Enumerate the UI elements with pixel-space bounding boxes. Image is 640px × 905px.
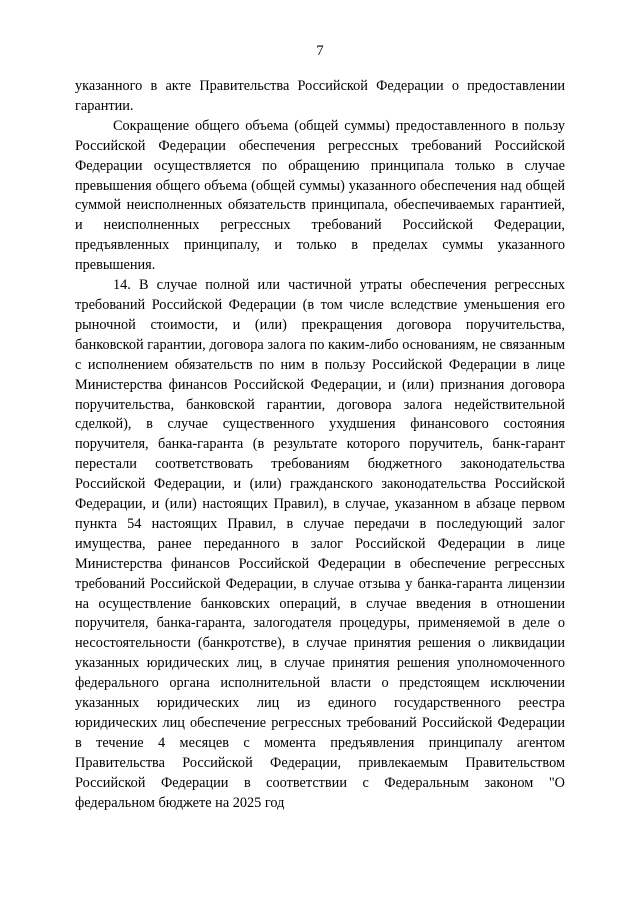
paragraph-reduction-of-security: Сокращение общего объема (общей суммы) предоставленного в пользу Российской Федерации обеспечения регрессных требований Российской Федерации осуществляется по обращению принципала только в случае превышения общего объема (общей суммы) указанного обеспечения над общей суммой неисполненных обязательств принципала, обеспечиваемых гарантией, и неисполненных регрессных требований Российской Федерации, предъявленных принципалу, и только в пределах суммы указанного превышения. xyxy=(75,117,565,274)
page-number: 7 xyxy=(316,43,324,59)
document-body xyxy=(75,77,565,814)
paragraph-continuation: указанного в акте Правительства Российской Федерации о предоставлении гарантии. xyxy=(75,78,565,114)
paragraph-item-14: 14. В случае полной или частичной утраты обеспечения регрессных требований Российской Федерации (в том числе вследствие уменьшения его рыночной стоимости, и (или) прекращения договора поручительства, банковской гарантии, договора залога по каким-либо основаниям, не связанным с исполнением обязательств по ним в пользу Российской Федерации в лице Министерства финансов Российской Федерации, и (или) признания договора поручительства, банковской гарантии, договора залога недействительной сделкой), в случае существенного ухудшения финансового состояния поручителя, банка-гаранта (в результате которого поручитель, банк-гарант перестали соответствовать требованиям бюджетного законодательства Российской Федерации, и (или) гражданского законодательства Российской Федерации, и (или) настоящих Правил), в случае, указанном в абзаце первом пункта 54 настоящих Правил, в случае передачи в последующий залог имущества, ранее переданного в залог Российской Федерации в лице Министерства финансов Российской Федерации в обеспечение регрессных требований Российской Федерации, в случае отзыва у банка-гаранта лицензии на осуществление банковских операций, в случае введения в отношении поручителя, банка-гаранта, залогодателя процедуры, применяемой в деле о несостоятельности (банкротстве), в случае принятия решения о ликвидации указанных юридических лиц, в случае принятия решения уполномоченного федерального органа исполнительной власти о предстоящем исключении указанных юридических лиц из единого государственного реестра юридических лиц обеспечение регрессных требований Российской Федерации в течение 4 месяцев с момента предъявления принципалу агентом Правительства Российской Федерации, привлекаемым Правительством Российской Федерации в соответствии с Федеральным законом "О федеральном бюджете на 2025 год xyxy=(75,277,565,811)
